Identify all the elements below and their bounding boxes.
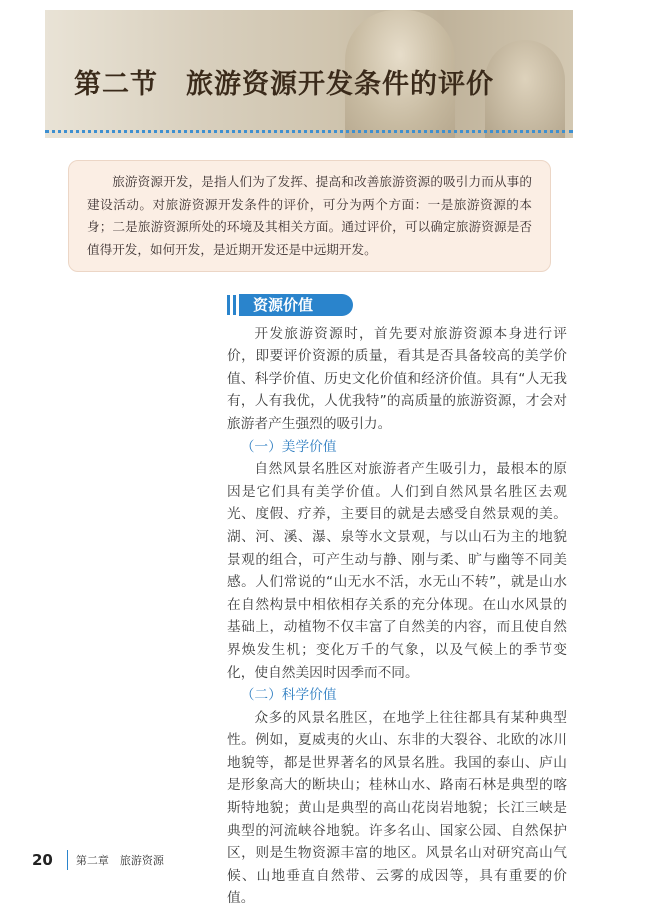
- chapter-label: 第二章 旅游资源: [75, 854, 164, 867]
- subheading-scientific: （二）科学价值: [240, 687, 337, 704]
- section-heading: [227, 294, 353, 316]
- intro-box: 旅游资源开发，是指人们为了发挥、提高和改善旅游资源的吸引力而从事的建设活动。对旅游资源开发条件的评价，可分为两个方面：一是旅游资源的本身；二是旅游资源所处的环境及其相关方面。通过评价，可以确定旅游资源是否值得开发，如何开发，是近期开发还是中远期开发。: [68, 160, 551, 272]
- footer-divider: [67, 850, 68, 870]
- dotted-divider: [45, 130, 573, 133]
- paragraph: 开发旅游资源时，首先要对旅游资源本身进行评价，即要评价资源的质量，看其是否具备较高的美学价值、科学价值、历史文化价值和经济价值。具有“人无我有，人有我优，人优我特”的高质量的旅游资源，才会对旅游者产生强烈的吸引力。: [227, 325, 567, 432]
- subheading-aesthetic: （一）美学价值: [240, 438, 337, 455]
- paragraph: 自然风景名胜区对旅游者产生吸引力，最根本的原因是它们具有美学价值。人们到自然风景名胜区去观光、度假、疗养，主要目的就是去感受自然景观的美。湖、河、溪、瀑、泉等水文景观，与以山石为主的地貌景观的组合，可产生动与静、刚与柔、旷与幽等不同美感。人们常说的“山无水不活，水无山不转”，就是山水在自然构景中相依相存关系的充分体现。在山水风景的基础上，动植物不仅丰富了自然美的内容，而且使自然界焕发生机；变化万千的气象，以及气候上的季节变化，使自然美因时因季而不同。: [227, 461, 567, 681]
- page-number: 20: [32, 851, 53, 869]
- section-heading-label: 资源价值: [239, 294, 353, 316]
- heading-bar-icon: [233, 295, 236, 315]
- statue-image: [485, 40, 565, 138]
- page-title: 第二节 旅游资源开发条件的评价: [74, 69, 494, 100]
- heading-bar-icon: [227, 295, 230, 315]
- paragraph: 众多的风景名胜区，在地学上往往都具有某种典型性。例如，夏威夷的火山、东非的大裂谷、北欧的冰川地貌等，都是世界著名的风景名胜。我国的泰山、庐山是形象高大的断块山；桂林山水、路南石林是典型的喀斯特地貌；黄山是典型的高山花岗岩地貌；长江三峡是典型的河流峡谷地貌。许多名山、国家公园、自然保护区，则是生物资源丰富的地区。风景名山对研究高山气候、山地垂直自然带、云雾的成因等，具有重要的价值。: [227, 709, 567, 907]
- page-footer: [32, 850, 164, 870]
- main-column: [227, 294, 567, 910]
